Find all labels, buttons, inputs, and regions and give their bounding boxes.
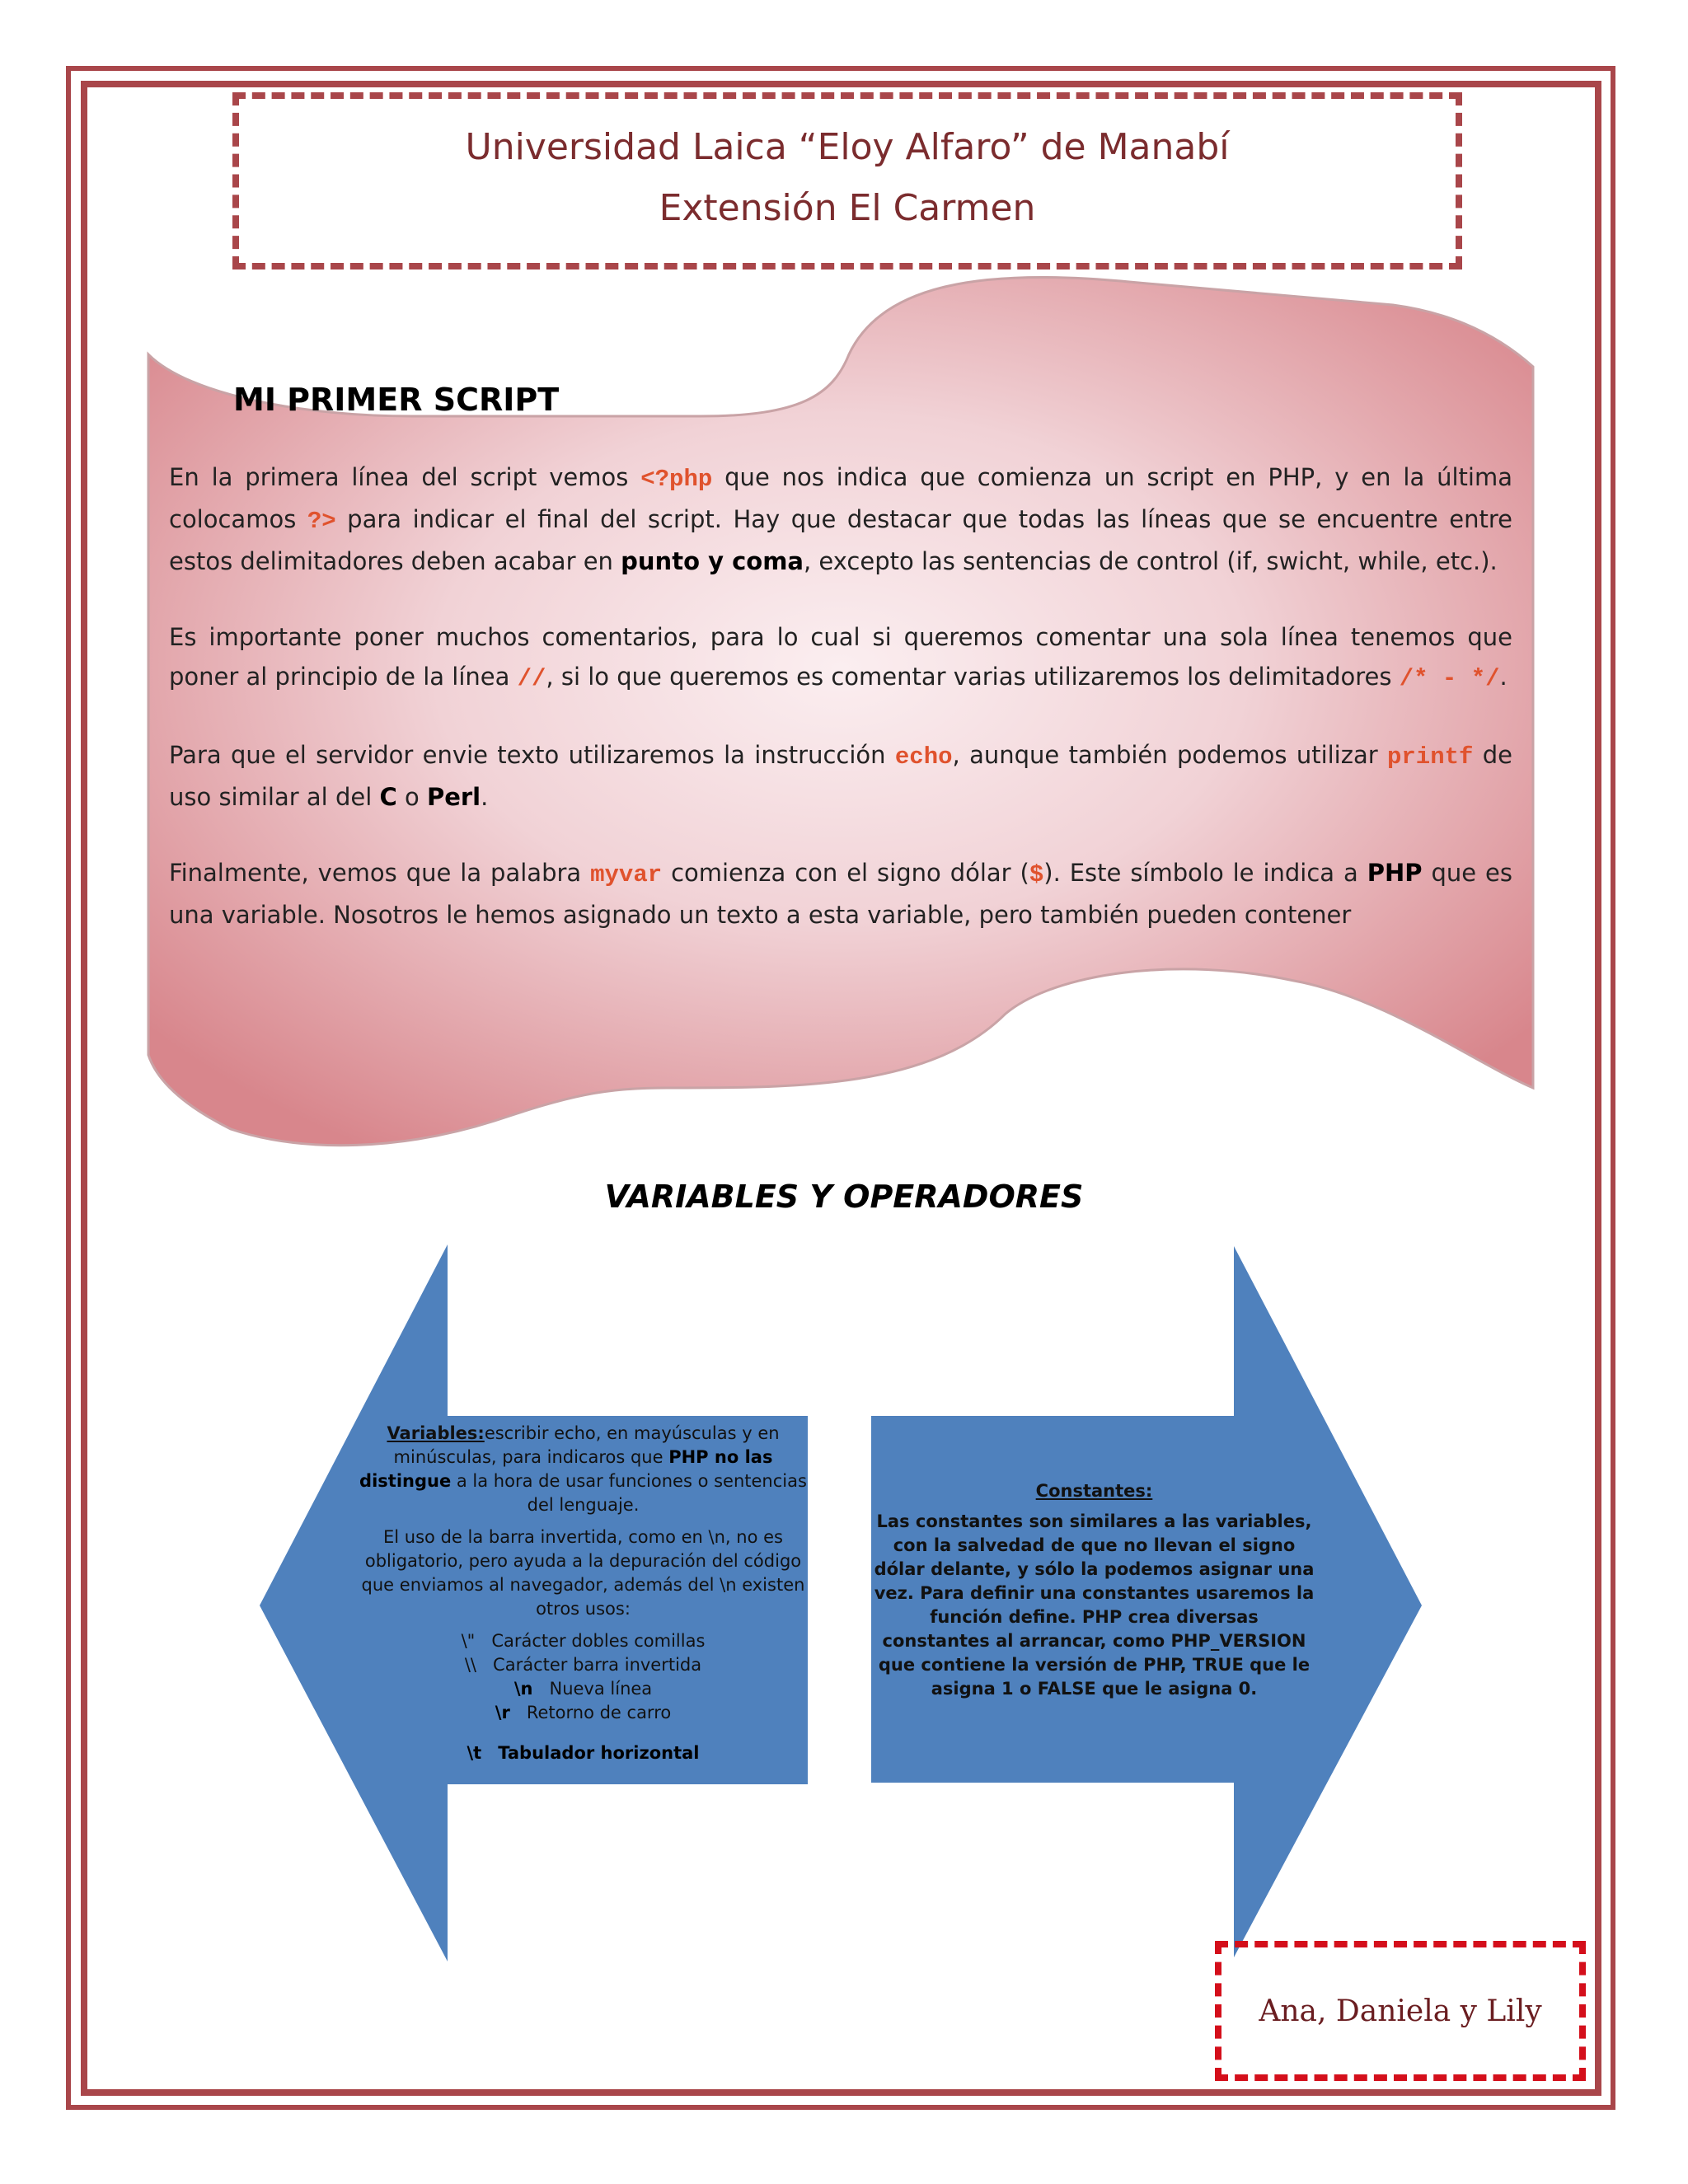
- section-body: [169, 457, 1512, 995]
- escape-item: [359, 1701, 808, 1725]
- constantes-textbox: [874, 1479, 1315, 1708]
- escape-code: \n: [513, 1679, 533, 1699]
- code-echo: echo: [894, 743, 953, 771]
- constantes-heading: Constantes:: [1035, 1481, 1153, 1501]
- escape-desc: Carácter dobles comillas: [491, 1631, 706, 1651]
- campus-name: Extensión El Carmen: [659, 187, 1036, 229]
- variables-heading: Variables:: [387, 1423, 485, 1443]
- text: En la primera línea del script vemos: [169, 463, 641, 491]
- paragraph-variables: [169, 853, 1512, 935]
- bold-text: Perl: [426, 783, 481, 811]
- authors-box: [1215, 1941, 1586, 2081]
- text: Es importante poner muchos comentarios, para lo cual si queremos comentar una sola línea tenemos que poner al principio de la línea: [169, 623, 1512, 691]
- text: ). Este símbolo le indica a: [1043, 859, 1367, 887]
- text: para indicar el final del script. Hay que destacar que todas las líneas que se encuentre entre estos delimitadores deben acabar en: [169, 505, 1512, 575]
- bold-text: PHP no las distingue: [359, 1447, 773, 1491]
- university-name: Universidad Laica “Eloy Alfaro” de Manabí: [465, 126, 1230, 168]
- escape-item: [359, 1741, 808, 1765]
- escape-item: [359, 1629, 808, 1653]
- authors-names: Ana, Daniela y Lily: [1259, 1994, 1542, 2028]
- code-dollar: $: [1029, 861, 1044, 888]
- code-block-comment: /* - */: [1399, 665, 1500, 692]
- escape-desc: Tabulador horizontal: [498, 1743, 700, 1763]
- bold-text: C: [379, 783, 397, 811]
- text: .: [1499, 663, 1507, 691]
- escape-desc: Carácter barra invertida: [493, 1655, 702, 1675]
- text: de uso similar al del: [169, 741, 1512, 811]
- code-line-comment: //: [517, 665, 546, 692]
- code-myvar: myvar: [590, 861, 663, 888]
- bold-text: PHP: [1367, 859, 1423, 887]
- escape-desc: Retorno de carro: [526, 1703, 672, 1722]
- code-printf: printf: [1387, 743, 1474, 771]
- section-title: MI PRIMER SCRIPT: [233, 382, 560, 418]
- text: escribir echo, en mayúsculas y en minúsculas, para indicaros que: [393, 1423, 780, 1467]
- text: a la hora de usar funciones o sentencias del lenguaje.: [451, 1471, 807, 1515]
- paragraph-comments: [169, 617, 1512, 699]
- escape-code: \r: [495, 1703, 510, 1722]
- variables-intro: [359, 1422, 808, 1517]
- escape-code: \\: [464, 1655, 477, 1675]
- text: comienza con el signo dólar (: [662, 859, 1029, 887]
- header-box: [232, 92, 1462, 269]
- escape-desc: Nueva línea: [549, 1679, 653, 1699]
- variables-textbox: [359, 1422, 808, 1765]
- paragraph-delimiters: [169, 457, 1512, 581]
- text: Finalmente, vemos que la palabra: [169, 859, 591, 887]
- escape-item: [359, 1677, 808, 1701]
- bold-text: punto y coma: [621, 547, 804, 575]
- text: .: [481, 783, 489, 811]
- text: que nos indica que comienza un script en PHP, y en la última colocamos: [169, 463, 1512, 533]
- paragraph-echo: [169, 735, 1512, 817]
- escape-code: \": [461, 1631, 476, 1651]
- text: que es una variable. Nosotros le hemos asignado un texto a esta variable, pero también pueden contener: [169, 859, 1512, 929]
- text: , aunque también podemos utilizar: [952, 741, 1387, 769]
- text: , si lo que queremos es comentar varias utilizaremos los delimitadores: [546, 663, 1400, 691]
- variables-backslash-note: El uso de la barra invertida, como en \n, no es obligatorio, pero ayuda a la depuración del código que enviamos al navegador, además del \n existen otros usos:: [361, 1527, 805, 1619]
- code-open-tag: <?php: [640, 466, 713, 493]
- escape-code: \t: [467, 1743, 482, 1763]
- escape-item: [359, 1653, 808, 1677]
- code-close-tag: ?>: [307, 508, 336, 535]
- text: o: [396, 783, 427, 811]
- text: , excepto las sentencias de control (if, swicht, while, etc.).: [804, 547, 1498, 575]
- text: Para que el servidor envie texto utilizaremos la instrucción: [169, 741, 895, 769]
- constantes-text: Las constantes son similares a las variables, con la salvedad de que no llevan el signo dólar delante, y sólo la podemos asignar una vez. Para definir una constantes usaremos la función define. PHP crea diversas constantes al arrancar, como PHP_VERSION que contiene la versión de PHP, TRUE que le asigna 1 o FALSE que le asigna 0.: [874, 1511, 1315, 1699]
- section2-title: VARIABLES Y OPERADORES: [604, 1179, 1084, 1215]
